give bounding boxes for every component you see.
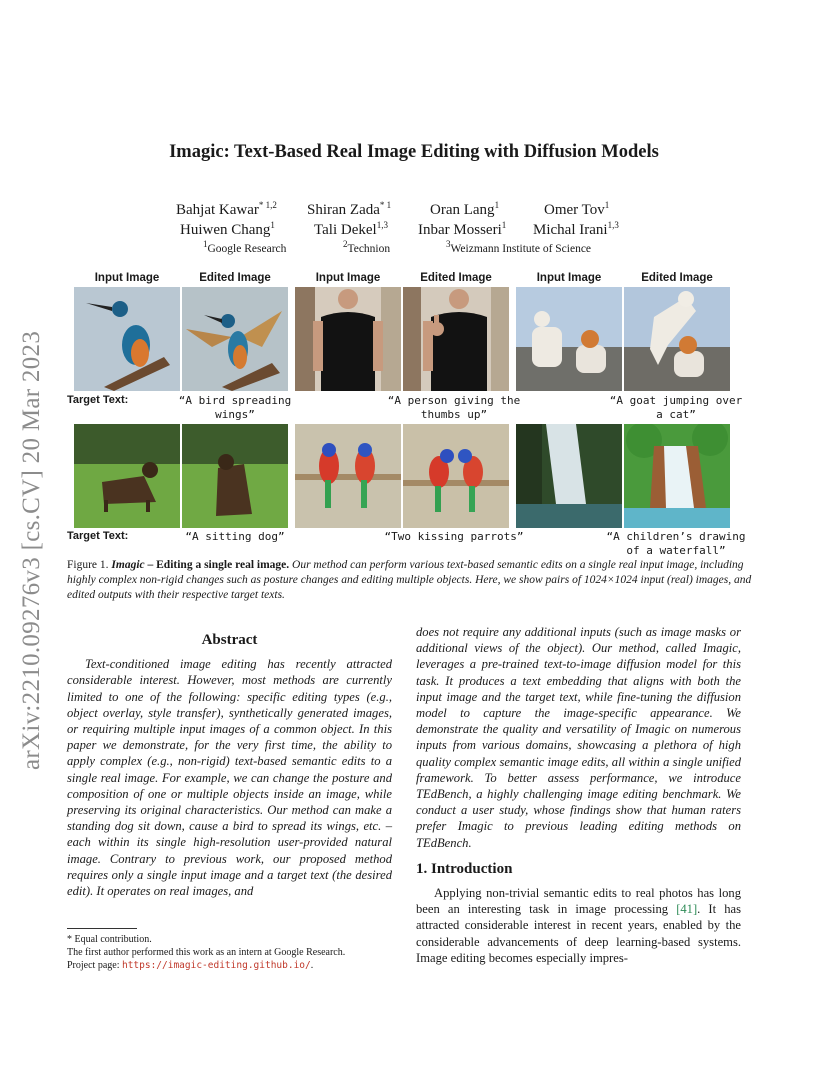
author: Tali Dekel$^{1,3}$ — [314, 220, 388, 238]
column-label: Edited Image — [641, 272, 713, 284]
column-label: Edited Image — [420, 272, 492, 284]
waterfall-edited-image — [624, 424, 730, 528]
author: Huiwen Chang$^1$ — [180, 220, 275, 238]
waterfall-input-image — [516, 424, 622, 528]
column-label: Edited Image — [199, 272, 271, 284]
bird-edited-image — [182, 287, 288, 391]
project-url-link[interactable]: https://imagic-editing.github.io/ — [121, 960, 311, 971]
author: Oran Lang$^1$ — [430, 200, 500, 218]
affiliation: $^1$Google Research — [203, 239, 287, 255]
author: Shiran Zada$^{* 1}$ — [307, 200, 392, 218]
edit-caption: “A person giving the thumbs up” — [387, 394, 521, 421]
left-column — [67, 632, 392, 899]
affiliation: $^3$Weizmann Institute of Science — [446, 239, 592, 255]
footnotes — [67, 928, 392, 972]
bird-input-image — [74, 287, 180, 391]
right-column — [416, 624, 741, 966]
person-edited-image — [403, 287, 509, 391]
author: Michal Irani$^{1,3}$ — [533, 220, 619, 238]
author: Inbar Mosseri$^1$ — [418, 220, 507, 238]
goat-input-image — [516, 287, 622, 391]
edit-caption: “A children’s drawing of a waterfall” — [606, 530, 746, 557]
footnote-project: Project page: https://imagic-editing.github.io/. — [67, 960, 314, 971]
person-input-image — [295, 287, 401, 391]
footnote-rule — [67, 928, 137, 929]
citation-link[interactable]: [41] — [676, 902, 698, 917]
parrots-edited-image — [403, 424, 509, 528]
edit-caption: “A sitting dog” — [185, 530, 285, 543]
paper-title: Imagic: Text-Based Real Image Editing with Diffusion Models — [169, 142, 659, 162]
abstract-text-right: does not require any additional inputs (such as image masks or additional views of the object). Our method, called Imagic, leverages a pre-trained text-to-image diffusion model for this task. It produces a text embedding that aligns with both the input image and the target text, while fine-tuning the diffusion model to capture the image-specific appearance. We demonstrate the quality and versatility of Imagic on numerous inputs from various domains, showcasing a plethora of high quality complex semantic image edits, all within a single unified framework. To better assess performance, we introduce TEdBench, a highly challenging image editing benchmark. We conduct a user study, whose findings show that human raters prefer Imagic to previous leading editing methods on TEdBench. — [416, 625, 741, 850]
column-label: Input Image — [94, 272, 160, 284]
dog-edited-image — [182, 424, 288, 528]
abstract-heading: Abstract — [201, 632, 258, 648]
column-label: Input Image — [536, 272, 602, 284]
target-text-label: Target Text: — [67, 530, 129, 542]
footnote-intern: The first author performed this work as an intern at Google Research. — [67, 947, 346, 958]
goat-edited-image — [624, 287, 730, 391]
figure-caption: Figure 1. Imagic – Editing a single real image. Our method can perform various text-based semantic edits on a single real input image, including highly complex non-rigid changes such as posture changes and editing multiple objects. Here, we show pairs of 1024×1024 input (real) images, and edited outputs with their respective target texts. — [67, 559, 752, 601]
author: Omer Tov$^1$ — [544, 200, 610, 218]
target-text-label: Target Text: — [67, 394, 129, 406]
dog-input-image — [74, 424, 180, 528]
abstract-text-left: Text-conditioned image editing has recently attracted considerable interest. However, most methods are currently limited to one of the following: specific editing types (e.g., object overlay, style transfer), synthetically generated images, or requiring multiple input images of a common object. In this paper we demonstrate, for the very first time, the ability to apply complex (e.g., non-rigid) text-based semantic edits to a single real image. For example, we can change the posture and composition of one or multiple objects inside an image, while preserving its original characteristics. Our method can make a standing dog sit down, cause a bird to spread its wings, etc. – each within its single high-resolution user-provided natural image. Contrary to previous work, our proposed method requires only a single input image and a target text (the desired edit). It operates on real images, and — [67, 657, 392, 899]
affiliation: $^2$Technion — [343, 239, 391, 255]
arxiv-stamp: arXiv:2210.09276v3 [cs.CV] 20 Mar 2023 — [18, 330, 45, 770]
edit-caption: “Two kissing parrots” — [384, 530, 524, 543]
footnote-equal: * Equal contribution. — [67, 934, 152, 945]
intro-text: Applying non-trivial semantic edits to real photos has long been an interesting task in image processing [41]. It has attracted considerable interest in recent years, enabled by the considerable advancements of deep learning-based systems. Image editing becomes especially impres- — [416, 886, 741, 965]
author: Bahjat Kawar$^{* 1,2}$ — [176, 200, 277, 218]
edit-caption: “A bird spreading wings” — [178, 394, 292, 421]
column-label: Input Image — [315, 272, 381, 284]
parrots-input-image — [295, 424, 401, 528]
edit-caption: “A goat jumping over a cat” — [609, 394, 743, 421]
intro-heading: 1. Introduction — [416, 860, 513, 877]
